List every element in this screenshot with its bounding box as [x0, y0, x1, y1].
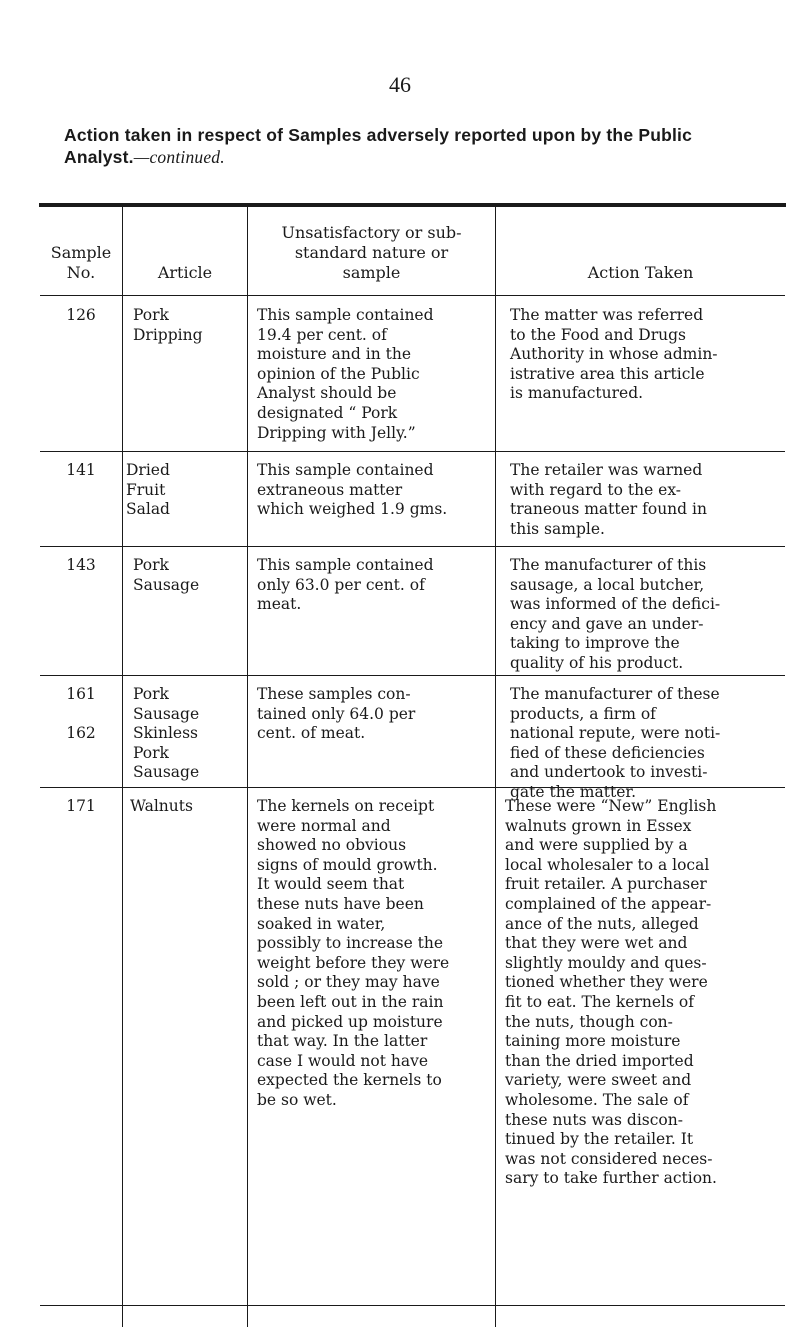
row-divider	[40, 675, 785, 676]
column-divider	[122, 207, 123, 1327]
page-heading	[64, 124, 764, 168]
table-row-143-action: The manufacturer of this sausage, a local butcher, was informed of the defici- ency and gave an under- taking to improve the quality of his product.	[510, 556, 721, 672]
column-divider	[247, 207, 248, 1327]
row-divider	[40, 295, 785, 296]
table-row-126-action: The matter was referred to the Food and Drugs Authority in whose admin- istrative area this article is manufactured.	[510, 306, 718, 403]
header-sample-no: Sample No.	[50, 243, 112, 282]
table-top-rule	[39, 203, 786, 207]
heading-text: Action taken in respect of Samples adversely reported upon by the Public Analyst.	[64, 125, 693, 167]
heading-continued: —continued.	[133, 147, 225, 167]
column-divider	[495, 207, 496, 1327]
table-row-126-sample-no: 126	[66, 306, 96, 324]
table-row-126-nature: This sample contained 19.4 per cent. of moisture and in the opinion of the Public Analyst should be designated “ Pork Dripping with Jelly.”	[257, 306, 434, 442]
table-row-161-162-sample-no: 161 162	[66, 685, 96, 743]
table-row-161-162-article: Pork Sausage Skinless Pork Sausage	[133, 685, 200, 782]
table-row-141-action: The retailer was warned with regard to the ex- traneous matter found in this sample.	[510, 461, 707, 538]
page-number: 46	[389, 72, 411, 97]
table-row-171-action: These were “New” English walnuts grown in Essex and were supplied by a local wholesaler to a local fruit retailer. A purchaser complained of the appear- ance of the nuts, alleged that they were wet and slightly mouldy and ques- tioned whether they were fit to eat. The kernels of the nuts, though con- taining more moisture than the dried imported variety, were sweet and wholesome. The sale of these nuts was discon- tinued by the retailer. It was not considered neces- sary to take further action.	[505, 797, 717, 1188]
table-row-161-162-nature: These samples con- tained only 64.0 per cent. of meat.	[257, 685, 416, 743]
table-row-143-sample-no: 143	[66, 556, 96, 574]
table-row-141-nature: This sample contained extraneous matter which weighed 1.9 gms.	[257, 461, 448, 519]
table-row-141-article: Dried Fruit Salad	[126, 461, 170, 519]
table-row-171-nature: The kernels on receipt were normal and showed no obvious signs of mould growth. It would seem that these nuts have been soaked in water, possibly to increase the weight before they were sold ; or they may have been left out in the rain and picked up moisture that way. In the latter case I would not have expected the kernels to be so wet.	[257, 797, 450, 1109]
row-divider	[40, 451, 785, 452]
row-divider	[40, 546, 785, 547]
table-row-126-article: Pork Dripping	[133, 306, 203, 344]
table-row-143-article: Pork Sausage	[133, 556, 200, 594]
table-row-171-article: Walnuts	[130, 797, 193, 815]
header-article: Article	[157, 263, 213, 282]
row-divider	[40, 1305, 785, 1306]
header-nature: Unsatisfactory or sub- standard nature or sample	[281, 223, 462, 282]
table-row-161-162-action: The manufacturer of these products, a firm of national repute, were noti- fied of these deficiencies and undertook to investi- gate the matter.	[510, 685, 721, 801]
table-row-171-sample-no: 171	[66, 797, 96, 815]
header-action: Action Taken	[587, 263, 694, 282]
table-row-143-nature: This sample contained only 63.0 per cent. of meat.	[257, 556, 434, 614]
table-row-141-sample-no: 141	[66, 461, 96, 479]
